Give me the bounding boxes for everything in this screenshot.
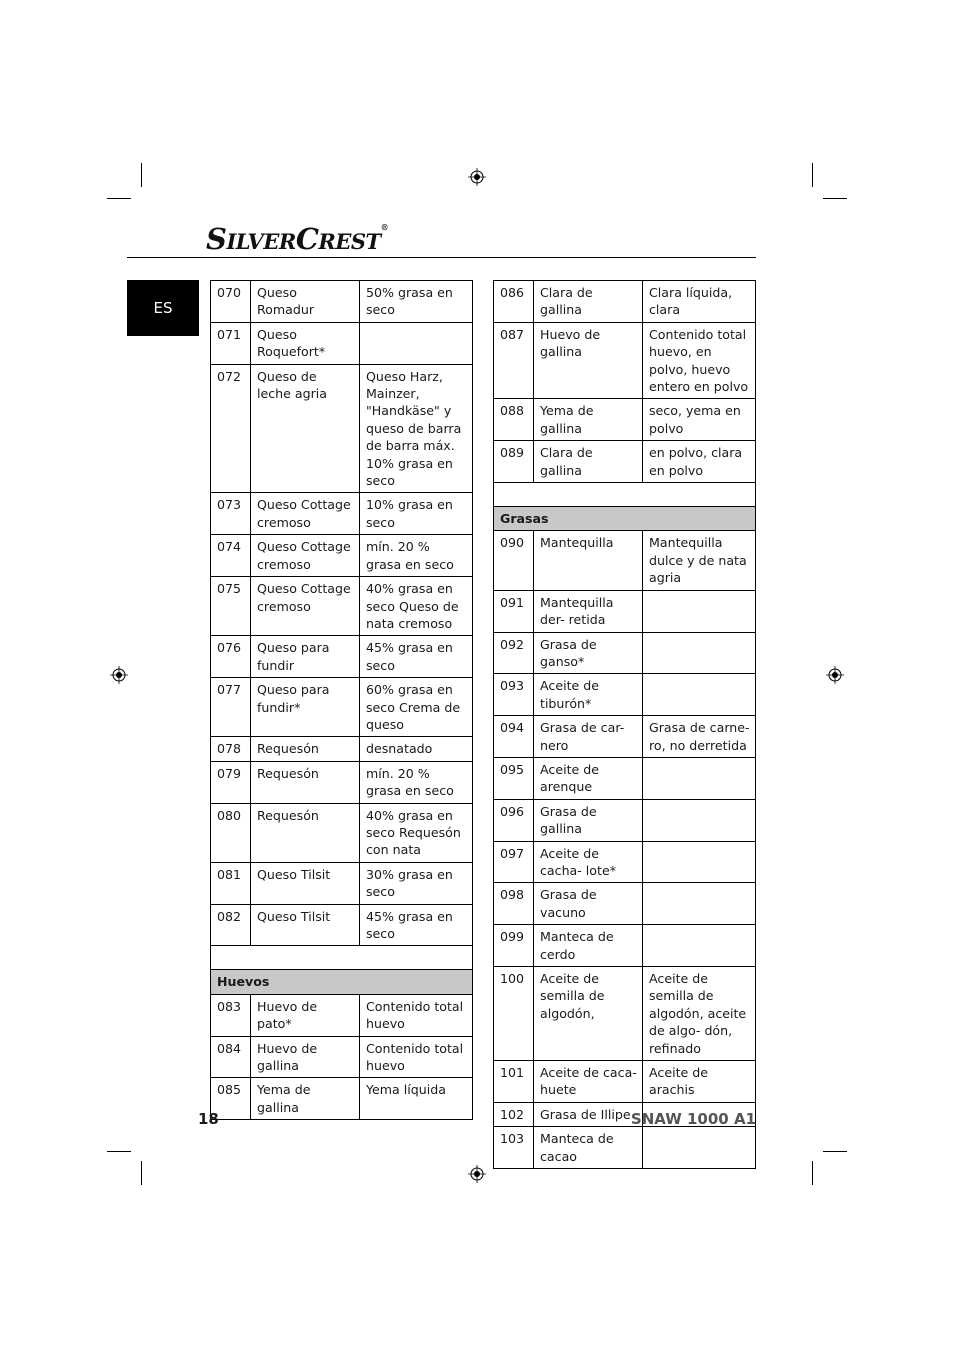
cell-desc: Aceite de arachis [643, 1061, 756, 1103]
cell-desc: desnatado [360, 737, 473, 761]
crop-mark [812, 1161, 813, 1185]
cell-name: Grasa de car- nero [534, 716, 643, 758]
cell-name: Requesón [251, 761, 360, 803]
cell-desc: 45% grasa en seco [360, 904, 473, 946]
cell-name: Requesón [251, 803, 360, 862]
cell-num: 094 [494, 716, 534, 758]
cell-name: Huevo de pato* [251, 994, 360, 1036]
cell-name: Yema de gallina [534, 399, 643, 441]
cell-num: 085 [211, 1078, 251, 1120]
table-row [494, 716, 756, 758]
cell-num: 078 [211, 737, 251, 761]
table-row [494, 1127, 756, 1169]
cell-num: 088 [494, 399, 534, 441]
blank-row [211, 946, 473, 970]
cell-desc: 60% grasa en seco Crema de queso [360, 678, 473, 737]
header-rule [127, 257, 756, 258]
cell-num: 081 [211, 862, 251, 904]
page-number: 18 [198, 1110, 219, 1128]
cell-num: 086 [494, 281, 534, 323]
cell-desc: 40% grasa en seco Queso de nata cremoso [360, 577, 473, 636]
cell-num: 082 [211, 904, 251, 946]
cell-desc: 40% grasa en seco Requesón con nata [360, 803, 473, 862]
cell-desc: Aceite de semilla de algodón, aceite de algo- dón, refinado [643, 967, 756, 1061]
table-row [211, 761, 473, 803]
cell-desc: 45% grasa en seco [360, 636, 473, 678]
table-row [211, 862, 473, 904]
table-row [494, 925, 756, 967]
cell-num: 097 [494, 841, 534, 883]
cell-name: Manteca de cacao [534, 1127, 643, 1169]
cell-name: Clara de gallina [534, 441, 643, 483]
cell-num: 075 [211, 577, 251, 636]
crop-mark [812, 163, 813, 187]
cell-name: Aceite de caca- huete [534, 1061, 643, 1103]
cell-desc: 50% grasa en seco [360, 281, 473, 323]
cell-name: Aceite de cacha- lote* [534, 841, 643, 883]
table-row [494, 531, 756, 590]
table-row [494, 841, 756, 883]
cell-num: 095 [494, 757, 534, 799]
table-row [211, 904, 473, 946]
cell-desc: mín. 20 % grasa en seco [360, 535, 473, 577]
cell-name: Grasa de Illipe [534, 1102, 643, 1126]
cell-num: 072 [211, 364, 251, 493]
cell-desc: seco, yema en polvo [643, 399, 756, 441]
cell-name: Queso para fundir* [251, 678, 360, 737]
cell-num: 073 [211, 493, 251, 535]
cell-num: 074 [211, 535, 251, 577]
cell-desc: Contenido total huevo, en polvo, huevo entero en polvo [643, 322, 756, 399]
cell-desc: Grasa de carne- ro, no derretida [643, 716, 756, 758]
cell-num: 101 [494, 1061, 534, 1103]
table-row [211, 1078, 473, 1120]
table-row [494, 757, 756, 799]
cell-desc [643, 674, 756, 716]
crop-mark [823, 1151, 847, 1152]
cell-desc: Contenido total huevo [360, 1036, 473, 1078]
cell-name: Aceite de tiburón* [534, 674, 643, 716]
cell-name: Huevo de gallina [534, 322, 643, 399]
cell-desc: Mantequilla dulce y de nata agria [643, 531, 756, 590]
cell-desc [643, 590, 756, 632]
cell-num: 093 [494, 674, 534, 716]
table-row [211, 493, 473, 535]
cell-name: Grasa de ganso* [534, 632, 643, 674]
cell-desc [360, 322, 473, 364]
cell-num: 079 [211, 761, 251, 803]
cell-num: 077 [211, 678, 251, 737]
table-row [211, 636, 473, 678]
table-row [211, 281, 473, 323]
cell-num: 076 [211, 636, 251, 678]
cell-name: Mantequilla [534, 531, 643, 590]
cell-num: 090 [494, 531, 534, 590]
section-header [494, 507, 756, 531]
model-number: SNAW 1000 A1 [630, 1110, 756, 1128]
cell-num: 096 [494, 799, 534, 841]
table-row [494, 632, 756, 674]
food-table-right [493, 280, 756, 1169]
table-row [494, 441, 756, 483]
cell-name: Queso para fundir [251, 636, 360, 678]
cell-name: Requesón [251, 737, 360, 761]
cell-num: 103 [494, 1127, 534, 1169]
cell-num: 098 [494, 883, 534, 925]
cell-name: Queso Tilsit [251, 904, 360, 946]
table-row [211, 994, 473, 1036]
cell-num: 070 [211, 281, 251, 323]
table-row [211, 1036, 473, 1078]
cell-name: Grasa de gallina [534, 799, 643, 841]
cell-desc: 30% grasa en seco [360, 862, 473, 904]
section-header [211, 970, 473, 994]
cell-name: Aceite de arenque [534, 757, 643, 799]
registration-mark-icon [468, 168, 486, 186]
cell-num: 091 [494, 590, 534, 632]
crop-mark [141, 1161, 142, 1185]
cell-name: Queso de leche agria [251, 364, 360, 493]
cell-num: 089 [494, 441, 534, 483]
cell-name: Huevo de gallina [251, 1036, 360, 1078]
cell-desc: Yema líquida [360, 1078, 473, 1120]
table-row [211, 678, 473, 737]
language-tab: ES [127, 280, 199, 336]
cell-name: Queso Tilsit [251, 862, 360, 904]
cell-num: 099 [494, 925, 534, 967]
food-table-left [210, 280, 473, 1120]
table-row [494, 322, 756, 399]
cell-name: Queso Romadur [251, 281, 360, 323]
cell-desc [643, 799, 756, 841]
cell-num: 080 [211, 803, 251, 862]
cell-num: 102 [494, 1102, 534, 1126]
table-row [494, 799, 756, 841]
table-row [494, 674, 756, 716]
crop-mark [823, 198, 847, 199]
cell-desc: Clara líquida, clara [643, 281, 756, 323]
cell-num: 087 [494, 322, 534, 399]
cell-name: Queso Roquefort* [251, 322, 360, 364]
cell-desc: mín. 20 % grasa en seco [360, 761, 473, 803]
cell-name: Queso Cottage cremoso [251, 535, 360, 577]
cell-name: Queso Cottage cremoso [251, 577, 360, 636]
cell-num: 100 [494, 967, 534, 1061]
registration-mark-icon [110, 666, 128, 684]
blank-row [494, 483, 756, 507]
cell-num: 071 [211, 322, 251, 364]
cell-desc: Contenido total huevo [360, 994, 473, 1036]
registration-mark-icon [826, 666, 844, 684]
table-row [494, 1061, 756, 1103]
table-row [494, 590, 756, 632]
cell-name: Grasa de vacuno [534, 883, 643, 925]
cell-desc [643, 925, 756, 967]
table-row [211, 322, 473, 364]
cell-name: Queso Cottage cremoso [251, 493, 360, 535]
cell-desc: en polvo, clara en polvo [643, 441, 756, 483]
table-row [211, 364, 473, 493]
table-row [494, 883, 756, 925]
table-row [494, 399, 756, 441]
cell-name: Mantequilla der- retida [534, 590, 643, 632]
table-row [211, 737, 473, 761]
cell-name: Aceite de semilla de algodón, [534, 967, 643, 1061]
table-row [211, 535, 473, 577]
cell-num: 083 [211, 994, 251, 1036]
cell-desc: Queso Harz, Mainzer, "Handkäse" y queso de barra de barra máx. 10% grasa en seco [360, 364, 473, 493]
cell-desc [643, 1127, 756, 1169]
crop-mark [141, 163, 142, 187]
cell-name: Clara de gallina [534, 281, 643, 323]
cell-desc [643, 883, 756, 925]
cell-desc [643, 757, 756, 799]
registration-mark-icon [468, 1165, 486, 1183]
section-title: Huevos [211, 970, 473, 994]
table-row [494, 281, 756, 323]
crop-mark [107, 1151, 131, 1152]
section-title: Grasas [494, 507, 756, 531]
cell-desc: 10% grasa en seco [360, 493, 473, 535]
cell-desc [643, 841, 756, 883]
cell-desc [643, 632, 756, 674]
table-row [494, 967, 756, 1061]
cell-num: 084 [211, 1036, 251, 1078]
brand-logo: SILVERCREST® [206, 222, 389, 256]
table-row [211, 803, 473, 862]
cell-name: Manteca de cerdo [534, 925, 643, 967]
table-row [211, 577, 473, 636]
cell-num: 092 [494, 632, 534, 674]
crop-mark [107, 198, 131, 199]
cell-name: Yema de gallina [251, 1078, 360, 1120]
